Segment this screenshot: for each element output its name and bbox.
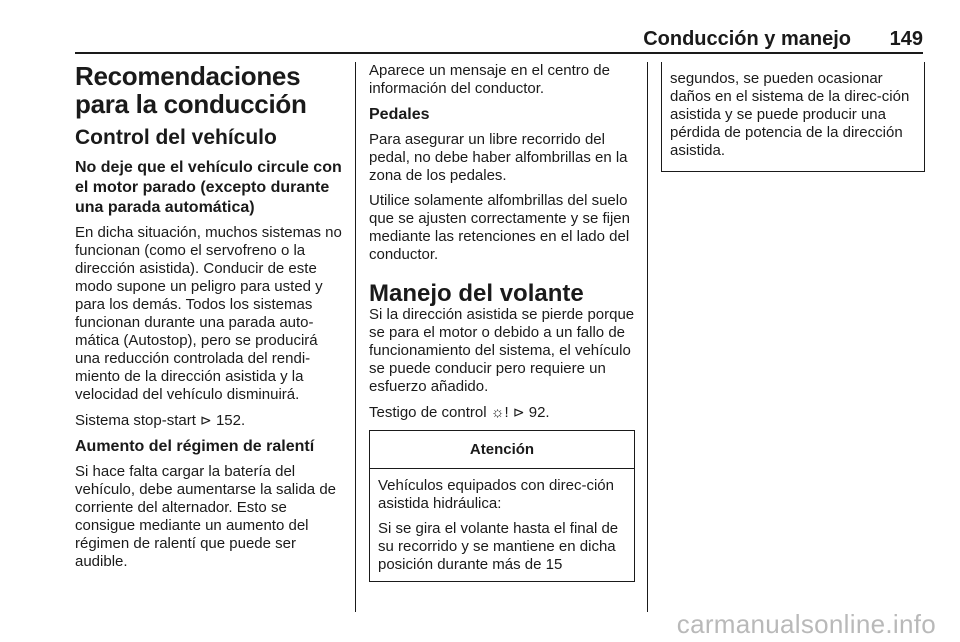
warning-box [369,430,635,582]
xref-page: 152. [215,412,246,429]
column-divider [647,62,648,612]
column-2 [369,62,635,582]
arrow-icon: ⊳ [200,412,212,428]
page-number: 149 [889,28,923,50]
xref-text: Sistema stop-start [75,412,196,429]
steering-warning-icon: ☼! [490,404,509,421]
paragraph-pedales-1: Para asegurar un libre recorrido del pedal, no debe haber alfombrillas en la zona de los pedales. [369,131,628,184]
subheading-ralenti: Aumento del régimen de ralentí [75,438,315,455]
warning-paragraph-2: Si se gira el volante hasta el final de su recorrido y se mantiene en dicha posición durante más de 15 [378,520,619,573]
column-divider [355,62,356,612]
cross-reference-stop-start [75,411,343,430]
chapter-title: Recomendaciones para la conducción [75,61,307,119]
column-3 [661,62,925,172]
xref-text: Testigo de control [369,404,487,421]
column-1 [75,62,343,578]
section-title: Conducción y manejo [643,28,851,50]
arrow-icon: ⊳ [512,404,525,420]
paragraph-ralenti: Si hace falta cargar la batería del vehículo, debe aumentarse la salida de corriente del alternador. Esto se consigue mediante un aumento del régimen de ralentí que puede ser audible. [75,463,337,570]
warning-paragraph-1: Vehículos equipados con direc-ción asistida hidráulica: [378,477,614,512]
subheading-pedales: Pedales [369,106,430,123]
paragraph-mensaje: Aparece un mensaje en el centro de información del conductor. [369,62,610,97]
cross-reference-testigo [369,403,635,422]
warning-paragraph-continued: segundos, se pueden ocasionar daños en el sistema de la direc-ción asistida y se puede producir una pérdida de potencia de la dirección asistida. [670,70,910,159]
warning-title: Atención [370,431,634,469]
warning-body [370,469,634,574]
section-heading: Control del vehículo [75,126,277,149]
warning-box-continued [661,62,925,172]
watermark: carmanualsonline.info [676,609,936,639]
page-header [75,26,923,54]
paragraph-pedales-2: Utilice solamente alfombrillas del suelo que se ajusten correctamente y se fijen mediante las retenciones en el lado del conductor. [369,192,630,263]
subheading-motor: No deje que el vehículo circule con el motor parado (excepto durante una parada automática) [75,159,342,216]
paragraph-volante: Si la dirección asistida se pierde porque se para el motor o debido a un fallo de funcionamiento del sistema, el vehículo se puede conducir pero requiere un esfuerzo añadido. [369,306,635,395]
section-heading-volante: Manejo del volante [369,280,584,307]
xref-page: 92. [528,404,550,421]
paragraph-motor: En dicha situación, muchos sistemas no funcionan (como el servofreno o la dirección asistida). Conducir de este modo supone un peligro para usted y para los demás. Todos los sistemas funcionan durante una parada auto-mática (Autostop), pero se producirá una reducción controlada del rendi-miento de la dirección asistida y la velocidad del vehículo disminuirá. [75,224,342,403]
